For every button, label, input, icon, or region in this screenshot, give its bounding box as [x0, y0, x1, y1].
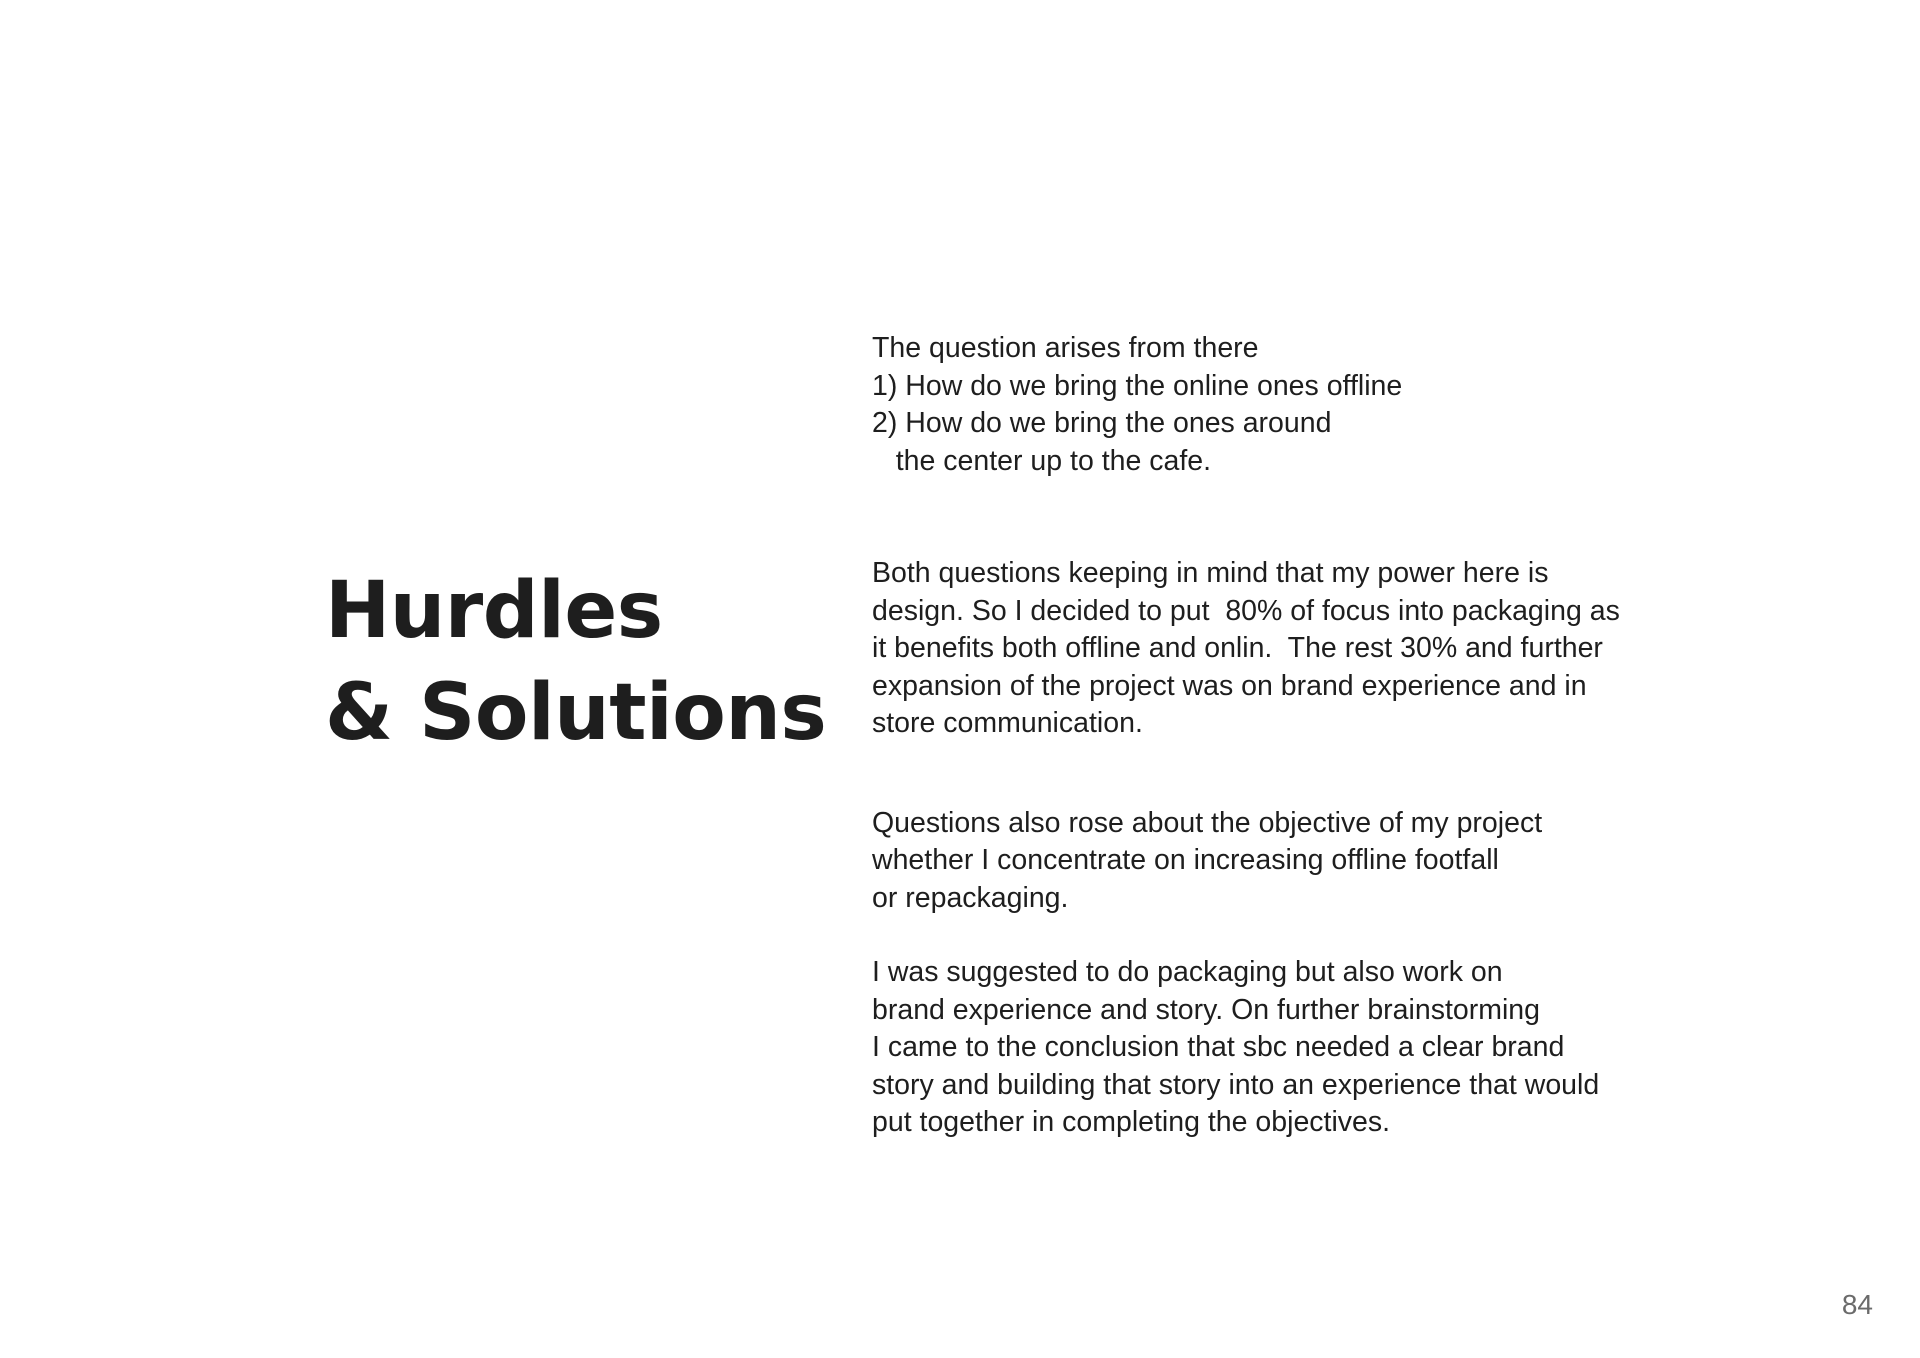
- page-number: 84: [1841, 1289, 1873, 1320]
- text-line: Both questions keeping in mind that my power here is: [872, 557, 1549, 589]
- text-line: design. So I decided to put 80% of focus into packaging as: [872, 594, 1620, 627]
- text-line: Questions also rose about the objective of my project: [872, 806, 1543, 839]
- title-line-1: Hurdles: [325, 566, 663, 656]
- paragraph-questions: [872, 330, 1692, 480]
- text-line: put together in completing the objectives.: [872, 1106, 1391, 1138]
- title-line-2: & Solutions: [325, 668, 827, 758]
- text-line: brand experience and story. On further brainstorming: [872, 993, 1540, 1026]
- text-line: 1) How do we bring the online ones offline: [872, 369, 1403, 402]
- text-line: it benefits both offline and onlin. The rest 30% and further: [872, 632, 1603, 664]
- text-line: The question arises from there: [872, 332, 1259, 364]
- text-line: expansion of the project was on brand experience and in: [872, 669, 1587, 702]
- paragraph-conclusion: [872, 954, 1692, 1142]
- paragraph-focus: [872, 555, 1692, 743]
- page-title: [325, 560, 826, 764]
- text-line: store communication.: [872, 707, 1143, 739]
- text-line: whether I concentrate on increasing offline footfall: [872, 844, 1499, 876]
- text-line: or repackaging.: [872, 881, 1069, 914]
- text-line: 2) How do we bring the ones around: [872, 407, 1332, 439]
- text-line: story and building that story into an experience that would: [872, 1068, 1600, 1101]
- text-line: I was suggested to do packaging but also work on: [872, 956, 1503, 988]
- paragraph-objective: [872, 805, 1692, 918]
- text-line: the center up to the cafe.: [872, 444, 1212, 477]
- text-line: I came to the conclusion that sbc needed a clear brand: [872, 1031, 1565, 1063]
- body-text: [872, 330, 1692, 1142]
